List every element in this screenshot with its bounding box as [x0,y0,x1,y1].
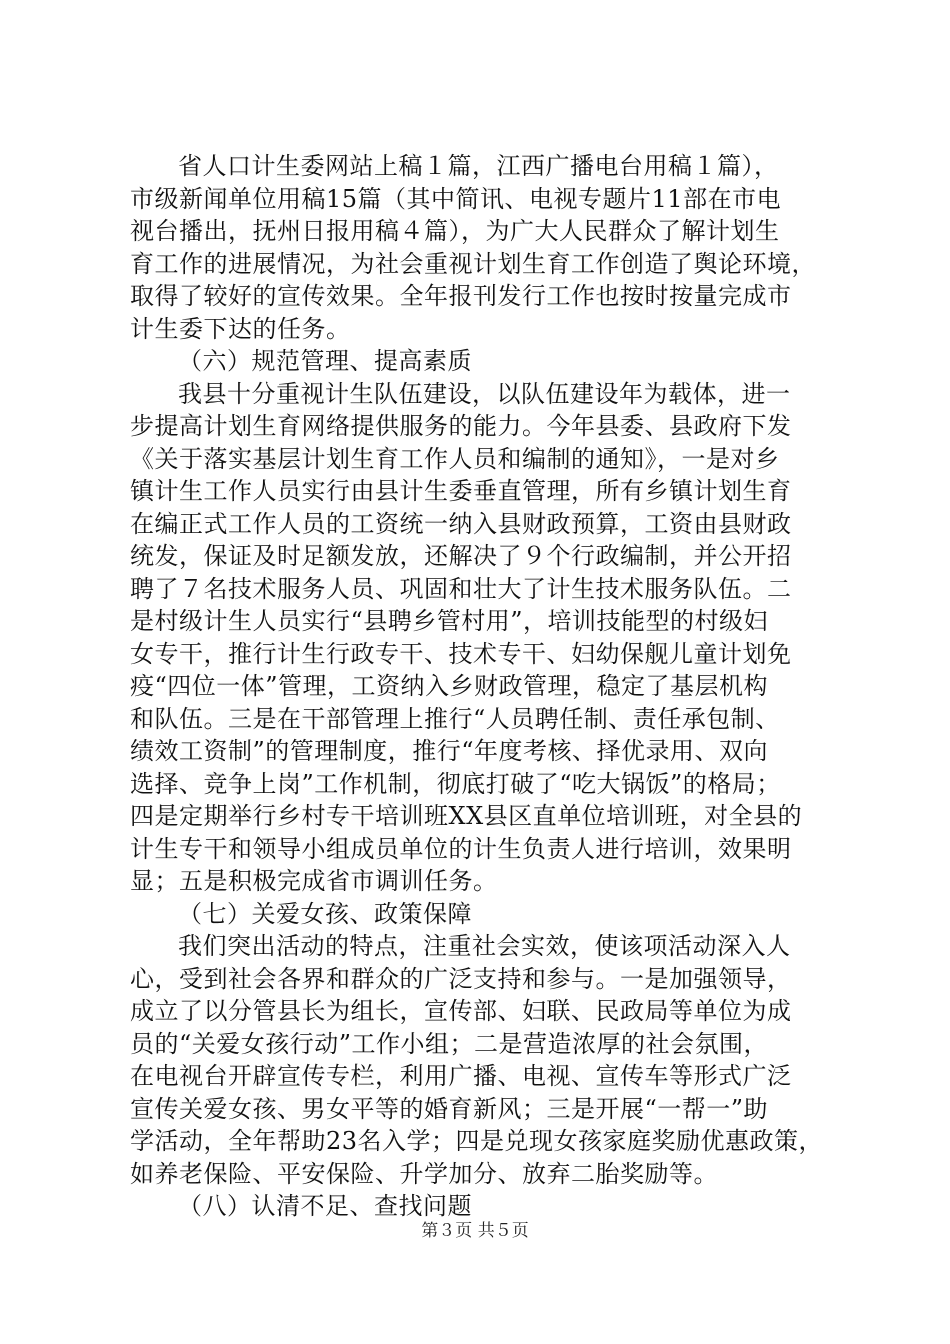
section-heading: （七）关爱女孩、政策保障 [178,899,472,928]
text-line: 是村级计生人员实行“县聘乡管村用”，培训技能型的村级妇 [130,607,769,635]
text-line: 市级新闻单位用稿15篇（其中简讯、电视专题片11部在市电 [130,184,782,213]
text-line: 显；五是积极完成省市调训任务。 [130,867,498,895]
page-footer: 第３页 共５页 [421,1221,529,1241]
text-line: 女专干，推行计生行政专干、技术专干、妇幼保舰儿童计划免 [130,639,792,668]
text-line: 四是定期举行乡村专干培训班XX县区直单位培训班，对全县的 [130,802,803,830]
text-line: 宣传关爱女孩、男女平等的婚育新风；三是开展“一帮一”助 [130,1094,769,1123]
text-line: 计生委下达的任务。 [130,314,351,343]
text-line: 在电视台开辟宣传专栏，利用广播、电视、宣传车等形式广泛 [130,1062,792,1090]
text-line: 员的“关爱女孩行动”工作小组；二是营造浓厚的社会氛围， [130,1029,769,1058]
text-line: 在编正式工作人员的工资统一纳入县财政预算，工资由县财政 [130,509,792,538]
text-line: 学活动，全年帮助23名入学；四是兑现女孩家庭奖励优惠政策， [130,1127,824,1155]
section-heading: （八）认清不足、查找问题 [178,1192,472,1220]
text-line: 心，受到社会各界和群众的广泛支持和参与。一是加强领导， [130,964,792,993]
text-line: 步提高计划生育网络提供服务的能力。今年县委、县政府下发 [130,412,792,440]
text-line: 育工作的进展情况，为社会重视计划生育工作创造了舆论环境， [130,249,816,278]
document-body [130,150,824,1223]
text-line: 绩效工资制”的管理制度，推行“年度考核、择优录用、双向 [130,737,769,765]
section-heading: （六）规范管理、提高素质 [178,347,472,375]
text-line: 疫“四位一体”管理，工资纳入乡财政管理，稳定了基层机构 [130,672,769,700]
text-line: 视台播出，抚州日报用稿４篇），为广大人民群众了解计划生 [130,217,780,245]
text-line: 统发，保证及时足额发放，还解决了９个行政编制，并公开招 [130,542,792,570]
text-line: 取得了较好的宣传效果。全年报刊发行工作也按时按量完成市 [130,282,792,310]
text-line: 聘了７名技术服务人员、巩固和壮大了计生技术服务队伍。二 [130,574,792,603]
text-line: 省人口计生委网站上稿１篇，江西广播电台用稿１篇）， [178,152,779,180]
text-line: 《关于落实基层计划生育工作人员和编制的通知》，一是对乡 [130,444,780,473]
text-line: 镇计生工作人员实行由县计生委垂直管理，所有乡镇计划生育 [130,477,792,505]
text-line: 和队伍。三是在干部管理上推行“人员聘任制、责任承包制、 [130,704,780,733]
text-line: 我县十分重视计生队伍建设，以队伍建设年为载体，进一 [178,379,791,408]
text-line: 计生专干和领导小组成员单位的计生负责人进行培训，效果明 [130,834,792,863]
text-line: 选择、竞争上岗”工作机制，彻底打破了“吃大锅饭”的格局； [130,769,781,798]
text-line: 如养老保险、平安保险、升学加分、放弃二胎奖励等。 [130,1159,718,1188]
text-line: 我们突出活动的特点，注重社会实效，使该项活动深入人 [178,932,791,960]
text-line: 成立了以分管县长为组长，宣传部、妇联、民政局等单位为成 [130,997,792,1025]
